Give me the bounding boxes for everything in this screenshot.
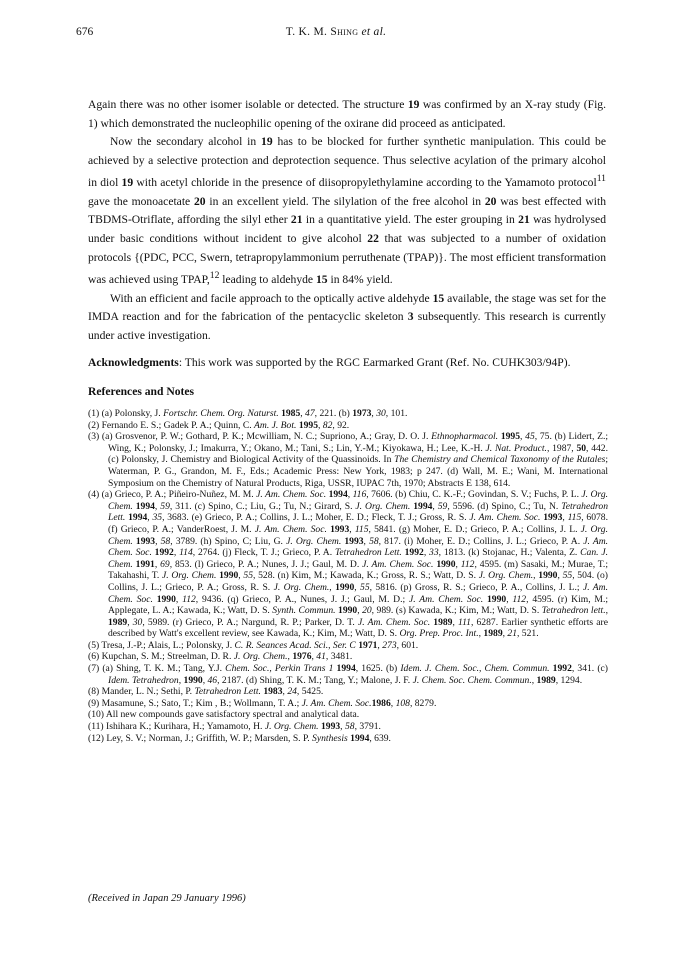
reference-item: (1) (a) Polonsky, J. Fortschr. Chem. Org. Naturst. 1985, 47, 221. (b) 1973, 30, 101.	[88, 408, 408, 419]
body-paragraph: Now the secondary alcohol in 19 has to be blocked for further synthetic manipulation. This could be achieved by a selective protection and deprotection sequence. Thus selective acylation of the primary alcohol in diol 19 with acetyl chloride in the presence of diisopropylethylamine according to the Yamamoto protocol$^{11}$ gave the monoacetate 20 in an excellent yield. The silylation of the free alcohol in 20 was best effected with TBDMS-Otriflate, affording the silyl ether 21 in a quantitative yield. The ester grouping in 21 was hydrolysed under basic conditions without incident to give alcohol 22 that was subjected to a number of oxidation protocols {(PDC, PCC, Swern, tetrapropylammonium perruthenate (TPAP)}. The most efficient transformation was achieved using TPAP,$^{12}$ leading to aldehyde 15 in 84% yield.	[88, 135, 607, 287]
reference-item: (9) Masamune, S.; Sato, T.; Kim , B.; Wollmann, T. A.; J. Am. Chem. Soc.1986, 108, 8279.	[88, 697, 437, 709]
reference-item: (12) Ley, S. V.; Norman, J.; Griffith, W. P.; Marsden, S. P. Synthesis 1994, 639.	[88, 732, 391, 744]
body-paragraph: With an efficient and facile approach to the optically active aldehyde 15 available, the stage was set for the IMDA reaction and for the fabrication of the pentacyclic skeleton 3 subsequently. This research is currently under active investigation.	[88, 291, 606, 342]
body-paragraph: Again there was no other isomer isolable or detected. The structure 19 was confirmed by an X-ray study (Fig. 1) which demonstrated the nucleophilic opening of the oxirane did proceed as anticipated.	[88, 98, 607, 130]
body-text	[88, 96, 606, 345]
reference-item: (6) Kupchan, S. M.; Streelman, D. R. J. Org. Chem., 1976, 41, 3481.	[88, 651, 353, 663]
reference-item: (5) Tresa, J.-P.; Alais, L.; Polonsky, J. C. R. Seances Acad. Sci., Ser. C 1971, 273, 601.	[88, 639, 419, 651]
page-number: 676	[76, 26, 94, 38]
reference-item: (4) (a) Grieco, P. A.; Piñeiro-Nuñez, M. M. J. Am. Chem. Soc. 1994, 116, 7606. (b) Chiu, C. K.-F.; Govindan, S. V.; Fuchs, P. L. J. Org. Chem. 1994, 59, 311. (c) Spino, C.; Liu, G.; Tu, N.; Girard, S. J. Org. Chem. 1994, 59, 5596. (d) Spino, C.; Tu, N. Tetrahedron Lett. 1994, 35, 3683. (e) Grieco, P. A.; Collins, J. L.; Moher, E. D.; Fleck, T. J.; Gross, R. S. J. Am. Chem. Soc. 1993, 115, 6078. (f) Grieco, P. A.; VanderRoest, J. M. J. Am. Chem. Soc. 1993, 115, 5841. (g) Moher, E. D.; Grieco, P. A.; Collins, J. L. J. Org. Chem. 1993, 58, 3789. (h) Spino, C; Liu, G. J. Org. Chem. 1993, 58, 817. (i) Moher, E. D.; Collins, J. L.; Grieco, P. A. J. Am. Chem. Soc. 1992, 114, 2764. (j) Fleck, T. J.; Grieco, P. A. Tetrahedron Lett. 1992, 33, 1813. (k) Stojanac, H.; Valenta, Z. Can. J. Chem. 1991, 69, 853. (l) Grieco, P. A.; Nunes, J. J.; Gaul, M. D. J. Am. Chem. Soc. 1990, 112, 4595. (m) Sasaki, M.; Murae, T.; Takahashi, T. J. Org. Chem. 1990, 55, 528. (n) Kim, M.; Kawada, K.; Gross, R. S.; Watt, D. S. J. Org. Chem., 1990, 55, 504. (o) Collins, J. L.; Grieco, P. A.; Gross, R. S. J. Org. Chem., 1990, 55, 5816. (p) Gross, R. S.; Grieco, P. A., Collins, J. L.; J. Am. Chem. Soc. 1990, 112, 9436. (q) Grieco, P. A., Nunes, J. J.; Gaul, M. D.; J. Am. Chem. Soc. 1990, 112, 4595. (r) Kim, M.; Applegate, L. A.; Kawada, K.; Watt, D. S. Synth. Commun. 1990, 20, 989. (s) Kawada, K.; Kim, M.; Watt, D. S. Tetrahedron lett., 1989, 30, 5989. (r) Grieco, P. A.; Nargund, R. P.; Parker, D. T. J. Am. Chem. Soc. 1989, 111, 6287. Earlier synthetic efforts are described by Watt's excellent review, see Kawada, K.; Kim, M.; Watt, D. S. Org. Prep. Proc. Int., 1989, 21, 521.	[88, 489, 609, 640]
running-head	[76, 26, 596, 42]
reference-item: (8) Mander, L. N.; Sethi, P. Tetrahedron Lett. 1983, 24, 5425.	[88, 686, 324, 698]
reference-item: (10) All new compounds gave satisfactory spectral and analytical data.	[88, 709, 360, 721]
references-heading: References and Notes	[88, 385, 195, 398]
reference-item: (3) (a) Grosvenor, P. W.; Gothard, P. K.; Mcwilliam, N. C.; Supriono, A.; Gray, D. O. J. Ethnopharmacol. 1995, 45, 75. (b) Lidert, Z.; Wing, K.; Polonsky, J.; Imakurra, Y.; Okano, M.; Tani, S.; Lin, Y.-M.; Kiyokawa, H.; Lee, K.-H. J. Nat. Product., 1987, 50, 442. (c) Polonsky, J. Chemistry and Biological Activity of the Quassinoids. In The Chemistry and Chemical Taxonomy of the Rutales; Waterman, P. G., Grandon, M. F., Eds.; Academic Press: New York, 1983; p 247. (d) Wall, M. E.; Wani, M. International Symposium on the Chemistry of Natural Products, Riga, USSR, IUPAC 7th, 1970; Abstracts E 138, 614.	[88, 431, 609, 489]
received-date: (Received in Japan 29 January 1996)	[88, 893, 246, 904]
reference-item: (7) (a) Shing, T. K. M.; Tang, Y.J. Chem. Soc., Perkin Trans 1 1994, 1625. (b) Idem. J. Chem. Soc., Chem. Commun. 1992, 341. (c) Idem. Tetrahedron, 1990, 46, 2187. (d) Shing, T. K. M.; Tang, Y.; Malone, J. F. J. Chem. Soc. Chem. Commun., 1989, 1294.	[88, 663, 608, 686]
reference-item: (2) Fernando E. S.; Gadek P. A.; Quinn, C. Am. J. Bot. 1995, 82, 92.	[88, 419, 350, 431]
running-head-authors: T. K. M. Shing et al.	[285, 26, 387, 38]
acknowledgments: Acknowledgments: This work was supported by the RGC Earmarked Grant (Ref. No. CUHK303/94P).	[88, 356, 571, 369]
references-list	[88, 408, 608, 744]
reference-item: (11) Ishihara K.; Kurihara, H.; Yamamoto, H. J. Org. Chem. 1993, 58, 3791.	[88, 721, 381, 733]
